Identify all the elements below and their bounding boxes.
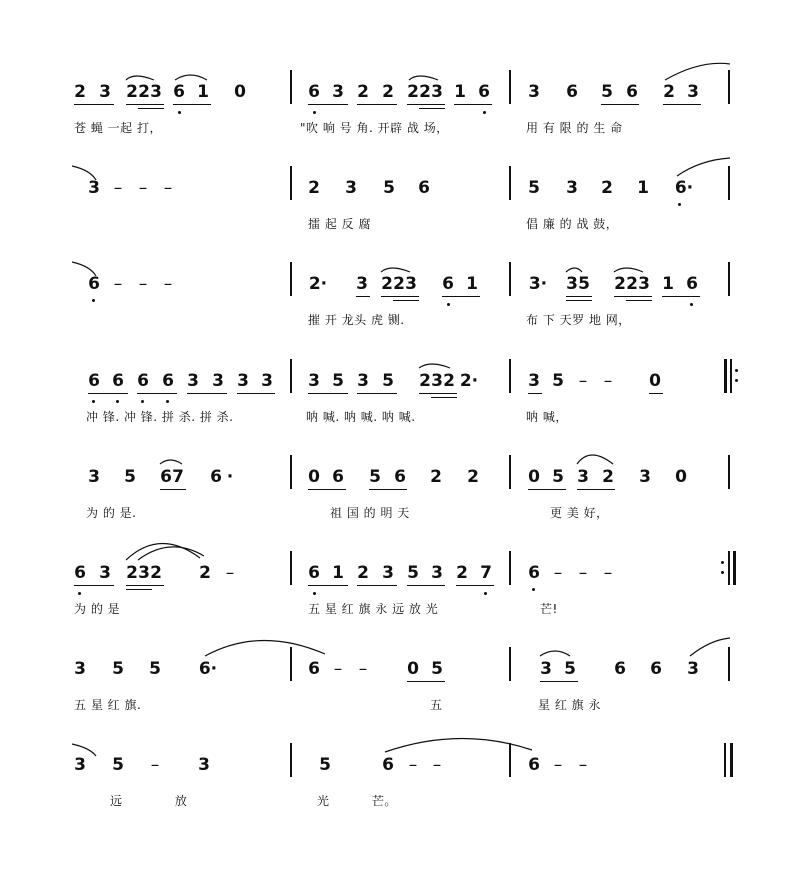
slur — [409, 76, 438, 80]
note: 6 — [626, 82, 638, 102]
underline — [381, 296, 419, 297]
lyric-line: 布 下 天罗 地 网， — [526, 313, 631, 327]
underline — [126, 589, 152, 590]
octave-dot — [141, 400, 144, 403]
system-6 — [0, 563, 804, 659]
note: – — [113, 178, 123, 198]
lyric-line: 五 星 红 旗. — [74, 698, 142, 712]
note: 3 — [237, 371, 249, 391]
underline — [649, 393, 663, 394]
note: 3 — [577, 467, 589, 487]
note: 0 — [649, 371, 661, 391]
note: 3 — [88, 467, 100, 487]
underline — [308, 489, 346, 490]
note: 3 — [566, 178, 578, 198]
lyric-line: 芒! — [540, 602, 558, 616]
lyric-line: 五 — [430, 698, 443, 712]
octave-dot — [78, 592, 81, 595]
lyric-line: 摧 开 龙头 虎 铡. — [308, 313, 405, 327]
note: – — [578, 371, 588, 391]
note: 6 — [442, 274, 454, 294]
note: 6 — [528, 563, 540, 583]
note: 3 — [639, 467, 651, 487]
underline — [74, 104, 114, 105]
note: 2 — [126, 82, 138, 102]
lyric-line: 星 红 旗 永 — [538, 698, 601, 712]
barline — [509, 262, 511, 296]
lyric-line: 苍 蝇 一起 打， — [74, 121, 162, 135]
note: 1 — [637, 178, 649, 198]
underline — [566, 300, 592, 301]
note: 5 — [552, 371, 564, 391]
note: 3 — [88, 178, 100, 198]
repeat-dot — [735, 369, 738, 372]
underline — [407, 585, 445, 586]
note: 3 — [528, 82, 540, 102]
octave-dot — [313, 111, 316, 114]
note: 6 — [88, 371, 100, 391]
underline — [442, 296, 480, 297]
note: – — [333, 659, 343, 679]
lyric-line: 用 有 限 的 生 命 — [526, 121, 623, 135]
note: 6 — [308, 82, 320, 102]
barline — [290, 647, 292, 681]
barline — [730, 359, 732, 393]
repeat-dot — [735, 379, 738, 382]
note: – — [603, 563, 613, 583]
note: 6 — [478, 82, 490, 102]
note: 7 — [480, 563, 492, 583]
note: 3 — [138, 563, 150, 583]
system-2 — [0, 178, 804, 274]
note: 6 — [88, 274, 100, 294]
note: – — [432, 755, 442, 775]
underline — [74, 585, 114, 586]
slur — [175, 75, 207, 80]
note: 2 — [614, 274, 626, 294]
note: 3 — [357, 371, 369, 391]
underline — [369, 489, 407, 490]
barline — [728, 455, 730, 489]
note: 2· — [308, 274, 328, 294]
note: 5 — [382, 371, 394, 391]
underline — [308, 393, 348, 394]
underline — [540, 681, 578, 682]
underline — [614, 296, 652, 297]
note: 6 — [74, 563, 86, 583]
octave-dot — [678, 203, 681, 206]
underline — [187, 393, 227, 394]
note: 3 — [212, 371, 224, 391]
system-5 — [0, 467, 804, 563]
octave-dot — [313, 592, 316, 595]
underline — [601, 104, 639, 105]
note: – — [553, 755, 563, 775]
note: 1 — [466, 274, 478, 294]
note: 3 — [687, 82, 699, 102]
note: 6 — [650, 659, 662, 679]
note: 2 — [357, 563, 369, 583]
underline — [357, 393, 397, 394]
note: 3 — [332, 82, 344, 102]
lyric-line: 祖 国 的 明 天 — [330, 506, 410, 520]
note: 2 — [74, 82, 86, 102]
barline — [290, 551, 292, 585]
note: 2 — [308, 178, 320, 198]
note: 2· — [459, 371, 479, 391]
underline — [407, 681, 445, 682]
note: 6 — [308, 563, 320, 583]
underline — [528, 393, 542, 394]
note: 5 — [369, 467, 381, 487]
underline — [357, 585, 397, 586]
note: 1 — [197, 82, 209, 102]
barline — [509, 70, 511, 104]
octave-dot — [483, 111, 486, 114]
note: 6 — [173, 82, 185, 102]
barline — [290, 166, 292, 200]
note: 3 — [198, 755, 210, 775]
note: 6 — [160, 467, 172, 487]
note: 6 — [332, 467, 344, 487]
note: 3 — [405, 274, 417, 294]
underline — [577, 489, 615, 490]
note: 6· — [674, 178, 694, 198]
note: 6 — [566, 82, 578, 102]
note: – — [138, 274, 148, 294]
note: – — [163, 274, 173, 294]
barline — [290, 359, 292, 393]
note: 5 — [407, 563, 419, 583]
octave-dot — [484, 592, 487, 595]
note: 0 — [308, 467, 320, 487]
underline — [160, 489, 186, 490]
note: – — [225, 563, 235, 583]
note: 2 — [419, 82, 431, 102]
system-3 — [0, 274, 804, 370]
note: 3 — [687, 659, 699, 679]
underline — [356, 296, 370, 297]
underline — [357, 104, 397, 105]
lyric-line: 五 星 红 旗 永 远 放 光 — [308, 602, 439, 616]
note: 6 — [112, 371, 124, 391]
lyric-line: 光 芒。 — [317, 794, 397, 808]
underline — [393, 300, 419, 301]
note: 2 — [626, 274, 638, 294]
system-4 — [0, 371, 804, 467]
note: 6 — [614, 659, 626, 679]
repeat-end-barline — [733, 551, 736, 585]
barline — [728, 262, 730, 296]
note: 3 — [638, 274, 650, 294]
barline — [509, 166, 511, 200]
barline — [728, 551, 730, 585]
note: 3 — [540, 659, 552, 679]
note: 5 — [431, 659, 443, 679]
lyric-line: "吹 响 号 角. 开辟 战 场， — [300, 121, 449, 135]
note: 2 — [430, 467, 442, 487]
note: 1 — [454, 82, 466, 102]
barline — [728, 647, 730, 681]
note: 6 — [686, 274, 698, 294]
barline — [728, 166, 730, 200]
barline — [290, 455, 292, 489]
lyric-line: 为 的 是. — [86, 506, 137, 520]
note: 3· — [528, 274, 548, 294]
note: 6 — [382, 755, 394, 775]
note: 0 — [675, 467, 687, 487]
note-dot: · — [226, 467, 234, 487]
note: 7 — [172, 467, 184, 487]
note: 2 — [602, 467, 614, 487]
note: 6 — [418, 178, 430, 198]
note: 3 — [74, 659, 86, 679]
slur — [126, 76, 154, 80]
underline — [308, 104, 348, 105]
note: 3 — [356, 274, 368, 294]
underline — [126, 585, 164, 586]
note: 3 — [308, 371, 320, 391]
note: 3 — [150, 82, 162, 102]
note: 3 — [431, 563, 443, 583]
note: – — [113, 274, 123, 294]
note: 6 — [528, 755, 540, 775]
note: – — [358, 659, 368, 679]
system-8 — [0, 755, 804, 851]
octave-dot — [447, 303, 450, 306]
note: – — [163, 178, 173, 198]
note: 5 — [601, 82, 613, 102]
note: 5 — [528, 178, 540, 198]
note: 2 — [138, 82, 150, 102]
note: 2 — [382, 82, 394, 102]
repeat-start-barline — [724, 359, 727, 393]
note: 6 — [308, 659, 320, 679]
system-1 — [0, 82, 804, 178]
barline — [724, 743, 726, 777]
repeat-dot — [721, 561, 724, 564]
underline — [663, 104, 701, 105]
barline — [509, 455, 511, 489]
note: 5 — [124, 467, 136, 487]
note: – — [408, 755, 418, 775]
note: 1 — [332, 563, 344, 583]
note: 2 — [601, 178, 613, 198]
note: 5 — [552, 467, 564, 487]
note: 3 — [187, 371, 199, 391]
system-7 — [0, 659, 804, 755]
note: 3 — [345, 178, 357, 198]
note: 1 — [662, 274, 674, 294]
octave-dot — [92, 400, 95, 403]
underline — [308, 585, 348, 586]
octave-dot — [690, 303, 693, 306]
note: 2 — [456, 563, 468, 583]
lyric-line: 远 放 — [110, 794, 188, 808]
note: 3 — [74, 755, 86, 775]
underline — [454, 104, 492, 105]
underline — [662, 296, 700, 297]
octave-dot — [92, 299, 95, 302]
octave-dot — [532, 588, 535, 591]
note: 5 — [149, 659, 161, 679]
final-barline — [730, 743, 733, 777]
barline — [509, 743, 511, 777]
repeat-dot — [721, 571, 724, 574]
note: 3 — [528, 371, 540, 391]
note: 6 — [394, 467, 406, 487]
underline — [173, 104, 211, 105]
underline — [431, 397, 457, 398]
note: 5 — [578, 274, 590, 294]
note: – — [553, 563, 563, 583]
underline — [126, 104, 164, 105]
lyric-line: 冲 锋. 冲 锋. 拼 杀. 拼 杀. — [86, 410, 234, 424]
lyric-line: 更 美 好， — [550, 506, 609, 520]
note: 3 — [382, 563, 394, 583]
octave-dot — [178, 111, 181, 114]
octave-dot — [166, 400, 169, 403]
underline — [237, 393, 275, 394]
note: 2 — [393, 274, 405, 294]
underline — [456, 585, 494, 586]
note: – — [578, 563, 588, 583]
lyric-line: 呐 喊. 呐 喊. 呐 喊. — [306, 410, 416, 424]
note: 3 — [431, 82, 443, 102]
underline — [419, 108, 445, 109]
note: – — [603, 371, 613, 391]
note: 2 — [357, 82, 369, 102]
note: 6 — [210, 467, 222, 487]
note: – — [138, 178, 148, 198]
underline — [137, 393, 177, 394]
note: 2 — [419, 371, 431, 391]
lyric-line: 擂 起 反 腐 — [308, 217, 371, 231]
note: 2 — [150, 563, 162, 583]
note: 6· — [198, 659, 218, 679]
lyric-line: 为 的 是 — [74, 602, 121, 616]
note: 2 — [381, 274, 393, 294]
note: – — [150, 755, 160, 775]
note: 3 — [431, 371, 443, 391]
barline — [728, 70, 730, 104]
underline — [528, 489, 566, 490]
barline — [290, 743, 292, 777]
underline — [566, 296, 592, 297]
note: 3 — [99, 82, 111, 102]
underline — [138, 108, 164, 109]
note: 5 — [332, 371, 344, 391]
barline — [509, 551, 511, 585]
note: 5 — [112, 755, 124, 775]
note: 5 — [564, 659, 576, 679]
note: 3 — [261, 371, 273, 391]
note: 5 — [383, 178, 395, 198]
note: 6 — [162, 371, 174, 391]
note: 2 — [663, 82, 675, 102]
note: 3 — [566, 274, 578, 294]
note: – — [578, 755, 588, 775]
barline — [509, 647, 511, 681]
barline — [509, 359, 511, 393]
underline — [88, 393, 128, 394]
note: 0 — [407, 659, 419, 679]
lyric-line: 倡 廉 的 战 鼓， — [526, 217, 619, 231]
barline — [290, 262, 292, 296]
underline — [626, 300, 652, 301]
underline — [419, 393, 457, 394]
note: 0 — [234, 82, 246, 102]
note: 0 — [528, 467, 540, 487]
lyric-line: 呐 喊， — [526, 410, 568, 424]
note: 6 — [137, 371, 149, 391]
note: 5 — [112, 659, 124, 679]
note: 5 — [319, 755, 331, 775]
underline — [407, 104, 445, 105]
note: 2 — [126, 563, 138, 583]
barline — [290, 70, 292, 104]
note: 3 — [99, 563, 111, 583]
octave-dot — [116, 400, 119, 403]
note: 2 — [407, 82, 419, 102]
note: 2 — [467, 467, 479, 487]
slur — [665, 63, 730, 80]
note: 2 — [443, 371, 455, 391]
note: 2 — [199, 563, 211, 583]
